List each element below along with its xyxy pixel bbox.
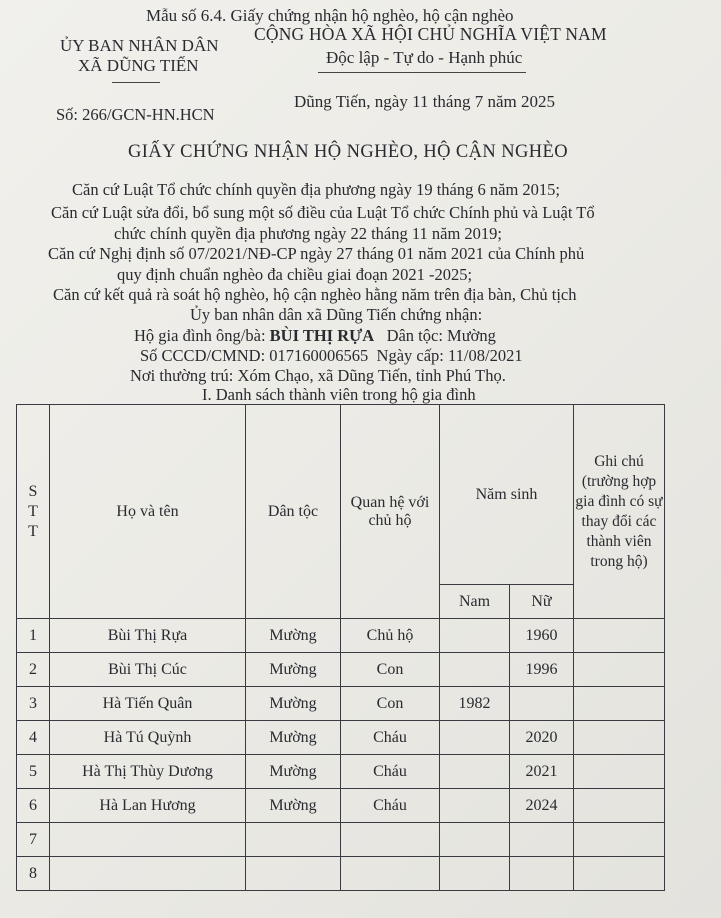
legal-basis-1: Căn cứ Luật Tổ chức chính quyền địa phương ngày 19 tháng 6 năm 2015; — [72, 180, 560, 199]
header-note: Ghi chú (trường hợp gia đình có sự thay đổi các thành viên trong hộ) — [574, 405, 665, 619]
row-female: 2020 — [510, 721, 574, 755]
row-relation: Cháu — [341, 721, 440, 755]
issue-label: Ngày cấp: — [376, 346, 444, 365]
row-name: Bùi Thị Rựa — [50, 619, 246, 653]
header-male: Nam — [440, 585, 510, 619]
row-note — [574, 823, 665, 857]
header-birth-year: Năm sinh — [440, 405, 574, 585]
row-relation: Cháu — [341, 789, 440, 823]
row-ethnicity — [246, 823, 341, 857]
id-line — [140, 346, 523, 366]
table-row — [17, 653, 665, 687]
row-stt: 4 — [17, 721, 50, 755]
row-relation — [341, 857, 440, 891]
row-name: Bùi Thị Cúc — [50, 653, 246, 687]
table-row — [17, 789, 665, 823]
row-relation: Con — [341, 653, 440, 687]
row-relation: Chủ hộ — [341, 619, 440, 653]
row-ethnicity: Mường — [246, 789, 341, 823]
row-stt: 5 — [17, 755, 50, 789]
row-ethnicity: Mường — [246, 653, 341, 687]
row-note — [574, 857, 665, 891]
row-stt: 2 — [17, 653, 50, 687]
row-note — [574, 755, 665, 789]
row-ethnicity: Mường — [246, 755, 341, 789]
row-male: 1982 — [440, 687, 510, 721]
row-note — [574, 721, 665, 755]
header-ethnicity: Dân tộc — [246, 405, 341, 619]
residence-line — [130, 366, 506, 386]
row-ethnicity: Mường — [246, 721, 341, 755]
row-relation — [341, 823, 440, 857]
issuing-org-line2: XÃ DŨNG TIẾN — [78, 56, 199, 75]
national-motto: Độc lập - Tự do - Hạnh phúc — [326, 48, 523, 67]
row-stt: 7 — [17, 823, 50, 857]
header-female: Nữ — [510, 585, 574, 619]
table-row — [17, 857, 665, 891]
household-head-line — [134, 326, 496, 346]
legal-basis-3: Căn cứ Nghị định số 07/2021/NĐ-CP ngày 27 tháng 01 năm 2021 của Chính phủ — [48, 244, 585, 263]
legal-basis-4: Căn cứ kết quả rà soát hộ nghèo, hộ cận nghèo hằng năm trên địa bàn, Chủ tịch — [53, 285, 577, 304]
issue-date: 11/08/2021 — [448, 346, 523, 365]
row-female — [510, 823, 574, 857]
table-row — [17, 721, 665, 755]
org-underline — [112, 82, 160, 83]
row-note — [574, 619, 665, 653]
row-name: Hà Tiến Quân — [50, 687, 246, 721]
row-note — [574, 653, 665, 687]
row-name — [50, 857, 246, 891]
residence-value: Xóm Chạo, xã Dũng Tiến, tỉnh Phú Thọ. — [237, 366, 506, 385]
row-ethnicity: Mường — [246, 687, 341, 721]
row-male — [440, 789, 510, 823]
legal-basis-2: Căn cứ Luật sửa đổi, bổ sung một số điều của Luật Tổ chức Chính phủ và Luật Tổ — [51, 203, 595, 222]
document-number: Số: 266/GCN-HN.HCN — [56, 105, 215, 124]
legal-basis-4-cont: Ủy ban nhân dân xã Dũng Tiến chứng nhận: — [190, 305, 483, 324]
row-female: 1960 — [510, 619, 574, 653]
row-female — [510, 857, 574, 891]
section-title: I. Danh sách thành viên trong hộ gia đình — [202, 385, 476, 404]
row-note — [574, 687, 665, 721]
row-female: 1996 — [510, 653, 574, 687]
row-name — [50, 823, 246, 857]
header-name: Họ và tên — [50, 405, 246, 619]
id-number: 017160006565 — [269, 346, 369, 365]
ethnicity-value: Mường — [447, 326, 496, 345]
row-stt: 3 — [17, 687, 50, 721]
row-name: Hà Tú Quỳnh — [50, 721, 246, 755]
row-male — [440, 653, 510, 687]
table-row — [17, 755, 665, 789]
row-male — [440, 619, 510, 653]
issuing-org-line1: ỦY BAN NHÂN DÂN — [60, 36, 219, 55]
row-stt: 8 — [17, 857, 50, 891]
head-name: BÙI THỊ RỰA — [269, 326, 375, 345]
place-date: Dũng Tiến, ngày 11 tháng 7 năm 2025 — [294, 92, 555, 111]
legal-basis-2-cont: chức chính quyền địa phương ngày 22 tháng 11 năm 2019; — [114, 224, 503, 243]
row-female: 2021 — [510, 755, 574, 789]
row-male — [440, 857, 510, 891]
national-title: CỘNG HÒA XÃ HỘI CHỦ NGHĨA VIỆT NAM — [254, 24, 607, 44]
id-label: Số CCCD/CMND: — [140, 346, 266, 365]
row-relation: Cháu — [341, 755, 440, 789]
legal-basis-3-cont: quy định chuẩn nghèo đa chiều giai đoạn 2021 -2025; — [117, 265, 473, 284]
row-male — [440, 823, 510, 857]
header-relation: Quan hệ với chủ hộ — [341, 405, 440, 619]
table-row — [17, 619, 665, 653]
form-number: Mẫu số 6.4. Giấy chứng nhận hộ nghèo, hộ cận nghèo — [146, 6, 514, 25]
row-ethnicity — [246, 857, 341, 891]
row-note — [574, 789, 665, 823]
row-name: Hà Thị Thùy Dương — [50, 755, 246, 789]
motto-underline — [318, 72, 526, 73]
residence-label: Nơi thường trú: — [130, 366, 234, 385]
row-stt: 1 — [17, 619, 50, 653]
row-female: 2024 — [510, 789, 574, 823]
row-name: Hà Lan Hương — [50, 789, 246, 823]
row-male — [440, 721, 510, 755]
header-stt: S T T — [17, 405, 50, 619]
row-ethnicity: Mường — [246, 619, 341, 653]
document-title: GIẤY CHỨNG NHẬN HỘ NGHÈO, HỘ CẬN NGHÈO — [128, 142, 568, 162]
table-row — [17, 687, 665, 721]
head-label: Hộ gia đình ông/bà: — [134, 326, 266, 345]
row-relation: Con — [341, 687, 440, 721]
row-male — [440, 755, 510, 789]
ethnicity-label: Dân tộc: — [386, 326, 443, 345]
table-row — [17, 823, 665, 857]
row-stt: 6 — [17, 789, 50, 823]
row-female — [510, 687, 574, 721]
members-table — [16, 404, 665, 891]
